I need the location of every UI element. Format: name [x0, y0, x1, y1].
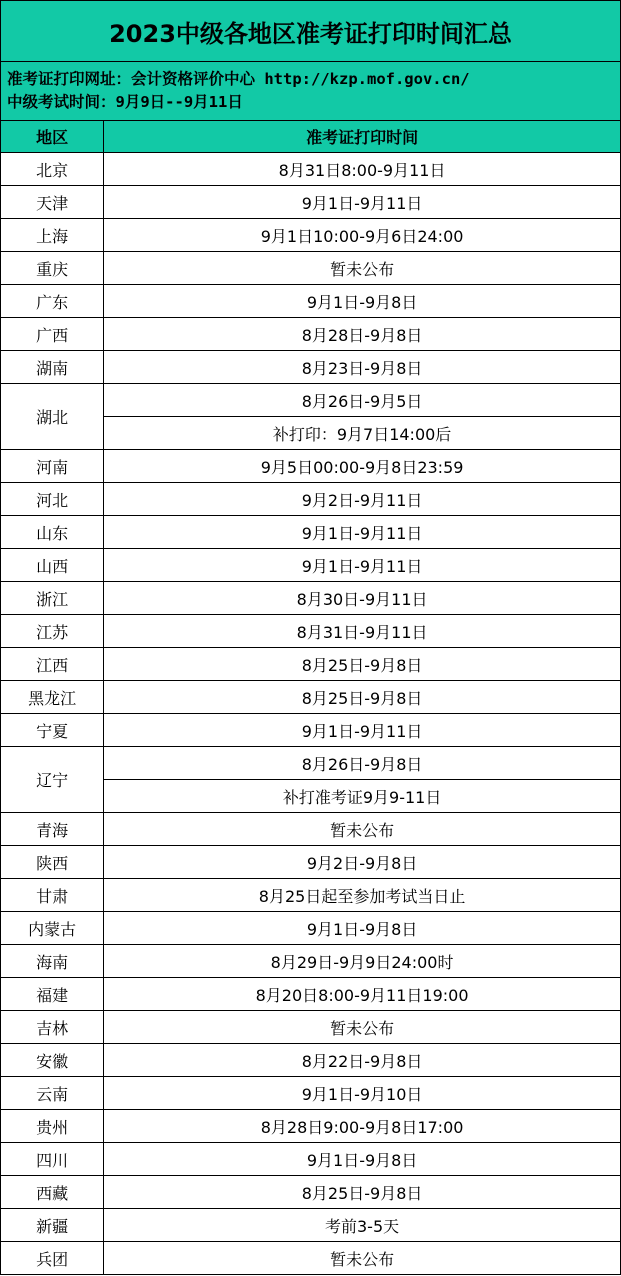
region-cell: 广西: [1, 318, 104, 351]
print-time-cell: 8月25日起至参加考试当日止: [104, 879, 621, 912]
table-row: [1, 1242, 621, 1275]
table-row: [1, 219, 621, 252]
region-cell: 海南: [1, 945, 104, 978]
print-time-cell: 8月29日-9月9日24:00时: [104, 945, 621, 978]
info-row: [1, 62, 621, 121]
table-row: [1, 912, 621, 945]
table-row: [1, 1044, 621, 1077]
region-cell: 四川: [1, 1143, 104, 1176]
print-time-cell: 8月26日-9月8日: [104, 747, 621, 780]
column-header-row: [1, 121, 621, 153]
table-row: [1, 1176, 621, 1209]
page-title: 2023中级各地区准考证打印时间汇总: [1, 1, 621, 62]
table-row: [1, 153, 621, 186]
print-time-cell: 9月1日-9月11日: [104, 516, 621, 549]
print-time-cell: 9月1日-9月11日: [104, 186, 621, 219]
table-row: [1, 879, 621, 912]
region-cell: 新疆: [1, 1209, 104, 1242]
table-row: [1, 1143, 621, 1176]
table-row: [1, 285, 621, 318]
table-row: [1, 978, 621, 1011]
print-time-cell: 考前3-5天: [104, 1209, 621, 1242]
table-row: [1, 714, 621, 747]
print-time-cell: 8月31日-9月11日: [104, 615, 621, 648]
region-cell: 北京: [1, 153, 104, 186]
print-time-cell: 8月25日-9月8日: [104, 1176, 621, 1209]
title-row: [1, 1, 621, 62]
print-time-cell: 8月30日-9月11日: [104, 582, 621, 615]
table-row: [1, 252, 621, 285]
region-cell: 辽宁: [1, 747, 104, 813]
print-time-cell: 9月1日-9月11日: [104, 549, 621, 582]
time-header: 准考证打印时间: [104, 121, 621, 153]
table-row: [1, 1011, 621, 1044]
table-row: [1, 351, 621, 384]
table-row: [1, 582, 621, 615]
region-cell: 云南: [1, 1077, 104, 1110]
table-row: [1, 846, 621, 879]
region-cell: 内蒙古: [1, 912, 104, 945]
region-cell: 河北: [1, 483, 104, 516]
region-cell: 湖南: [1, 351, 104, 384]
exam-date-line: 中级考试时间：9月9日--9月11日: [7, 93, 243, 111]
print-time-cell: 8月25日-9月8日: [104, 648, 621, 681]
print-time-cell: 补打印：9月7日14:00后: [104, 417, 621, 450]
print-time-cell: 8月23日-9月8日: [104, 351, 621, 384]
print-time-cell: 暂未公布: [104, 1242, 621, 1275]
info-cell: [1, 62, 621, 121]
region-cell: 江苏: [1, 615, 104, 648]
region-cell: 吉林: [1, 1011, 104, 1044]
print-time-cell: 暂未公布: [104, 1011, 621, 1044]
print-time-cell: 9月1日-9月8日: [104, 912, 621, 945]
print-time-cell: 9月1日-9月8日: [104, 285, 621, 318]
table-row: [1, 186, 621, 219]
print-time-cell: 8月20日8:00-9月11日19:00: [104, 978, 621, 1011]
table-row: [1, 384, 621, 417]
region-header: 地区: [1, 121, 104, 153]
table-row: [1, 747, 621, 780]
region-cell: 上海: [1, 219, 104, 252]
print-time-cell: 8月26日-9月5日: [104, 384, 621, 417]
print-time-cell: 9月5日00:00-9月8日23:59: [104, 450, 621, 483]
print-time-cell: 9月1日10:00-9月6日24:00: [104, 219, 621, 252]
print-time-cell: 8月25日-9月8日: [104, 681, 621, 714]
table-row: [1, 549, 621, 582]
region-cell: 江西: [1, 648, 104, 681]
region-cell: 重庆: [1, 252, 104, 285]
print-time-cell: 9月2日-9月8日: [104, 846, 621, 879]
table-row: [1, 450, 621, 483]
table-row: [1, 483, 621, 516]
table-row: [1, 318, 621, 351]
region-cell: 浙江: [1, 582, 104, 615]
region-cell: 福建: [1, 978, 104, 1011]
print-time-cell: 8月22日-9月8日: [104, 1044, 621, 1077]
region-cell: 陕西: [1, 846, 104, 879]
print-time-cell: 9月1日-9月11日: [104, 714, 621, 747]
print-time-cell: 暂未公布: [104, 252, 621, 285]
table-row: [1, 813, 621, 846]
print-website-line: 准考证打印网址：会计资格评价中心 http://kzp.mof.gov.cn/: [7, 70, 470, 88]
table-row: [1, 516, 621, 549]
print-time-cell: 8月28日9:00-9月8日17:00: [104, 1110, 621, 1143]
table-row: [1, 615, 621, 648]
print-time-cell: 8月31日8:00-9月11日: [104, 153, 621, 186]
region-cell: 宁夏: [1, 714, 104, 747]
print-time-cell: 暂未公布: [104, 813, 621, 846]
region-cell: 青海: [1, 813, 104, 846]
table-row: [1, 945, 621, 978]
table-row: [1, 681, 621, 714]
print-time-cell: 9月1日-9月8日: [104, 1143, 621, 1176]
print-time-cell: 9月2日-9月11日: [104, 483, 621, 516]
region-cell: 山东: [1, 516, 104, 549]
region-cell: 贵州: [1, 1110, 104, 1143]
region-cell: 河南: [1, 450, 104, 483]
print-time-cell: 8月28日-9月8日: [104, 318, 621, 351]
print-time-cell: 补打准考证9月9-11日: [104, 780, 621, 813]
region-cell: 黑龙江: [1, 681, 104, 714]
print-time-cell: 9月1日-9月10日: [104, 1077, 621, 1110]
region-cell: 广东: [1, 285, 104, 318]
region-cell: 甘肃: [1, 879, 104, 912]
region-cell: 山西: [1, 549, 104, 582]
region-cell: 西藏: [1, 1176, 104, 1209]
region-cell: 安徽: [1, 1044, 104, 1077]
table-row: [1, 1209, 621, 1242]
region-cell: 湖北: [1, 384, 104, 450]
region-cell: 兵团: [1, 1242, 104, 1275]
table-row: [1, 1077, 621, 1110]
table-row: [1, 648, 621, 681]
region-cell: 天津: [1, 186, 104, 219]
table-row: [1, 1110, 621, 1143]
